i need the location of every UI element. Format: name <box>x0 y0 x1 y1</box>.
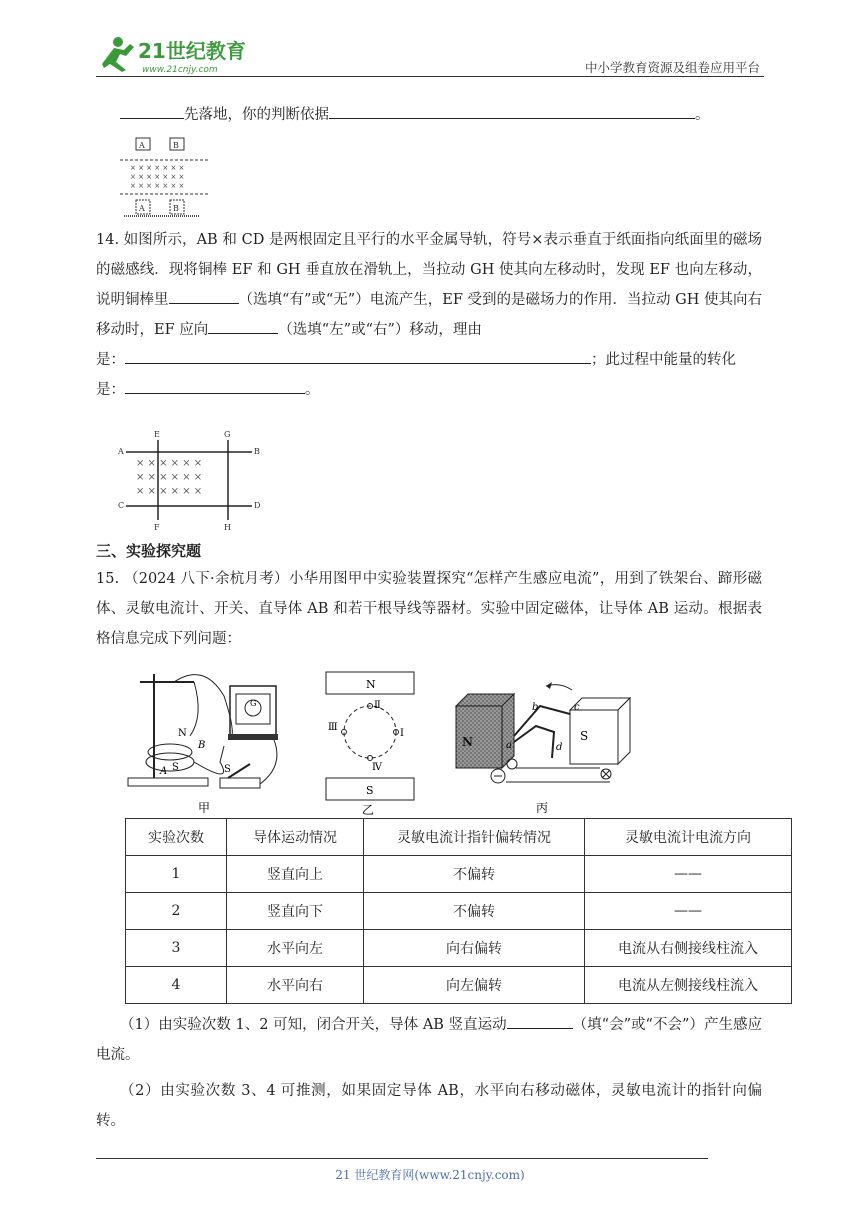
answer-blank[interactable] <box>169 289 239 304</box>
svg-text:N: N <box>366 678 376 691</box>
sub-question-2: （2）由实验次数 3、4 可推测，如果固定导体 AB，水平向右移动磁体，灵敏电流计的指针向偏转。 <box>96 1083 762 1129</box>
answer-blank[interactable] <box>125 349 591 364</box>
svg-text:× × × × × × ×: × × × × × × × <box>130 164 185 172</box>
answer-blank[interactable] <box>329 104 695 119</box>
answer-blank[interactable] <box>507 1014 573 1029</box>
svg-text:× × × × × ×: × × × × × × <box>136 486 203 497</box>
footer-divider <box>96 1158 708 1159</box>
svg-text:d: d <box>556 742 563 753</box>
q14-rail-figure <box>118 428 268 536</box>
svg-text:G: G <box>250 699 257 708</box>
svg-text:B: B <box>173 141 179 150</box>
answer-blank[interactable] <box>208 319 278 334</box>
svg-text:A: A <box>118 447 124 456</box>
svg-text:S: S <box>366 784 374 797</box>
site-logo <box>96 34 256 80</box>
svg-text:G: G <box>224 430 231 439</box>
svg-text:A: A <box>139 141 145 150</box>
q14-text-1: 14. 如图所示，AB 和 CD 是两根固定且平行的水平金属导轨，符号×表示垂直于纸面指向纸面里的磁场的磁感线．现将铜棒 EF 和 GH 垂直放在滑轨上，当拉动 GH 使其向左移动时，发现 EF 也向左移动，说明铜棒里 <box>96 232 762 308</box>
table-header-row <box>126 819 792 856</box>
svg-text:× × × × × ×: × × × × × × <box>136 458 203 469</box>
svg-text:甲: 甲 <box>198 801 211 815</box>
svg-text:b: b <box>532 702 539 713</box>
svg-text:a: a <box>506 740 512 751</box>
svg-text:N: N <box>178 728 187 739</box>
section-title: 三、实验探究题 <box>96 542 202 560</box>
q13-figure <box>120 134 212 222</box>
figure-bing <box>450 676 636 820</box>
footer-text[interactable]: 21 世纪教育网(www.21cnjy.com) <box>335 1168 525 1182</box>
table-header: 灵敏电流计指针偏转情况 <box>364 819 585 856</box>
answer-blank[interactable] <box>120 104 184 119</box>
q14-text-3: （选填“左”或“右”）移动，理由 <box>278 322 482 338</box>
svg-text:× × × × × × ×: × × × × × × × <box>130 182 185 190</box>
svg-text:× × × × × ×: × × × × × × <box>136 472 203 483</box>
svg-text:Ⅳ: Ⅳ <box>372 762 382 773</box>
experiment-table <box>125 818 792 1004</box>
svg-text:Ⅱ: Ⅱ <box>374 700 381 711</box>
svg-text:c: c <box>574 702 580 713</box>
table-row: 3 水平向左 向右偏转 电流从右侧接线柱流入 <box>126 930 792 967</box>
table-row: 4 水平向右 向左偏转 电流从左侧接线柱流入 <box>126 967 792 1004</box>
svg-text:B: B <box>173 204 179 213</box>
svg-text:乙: 乙 <box>362 803 375 816</box>
svg-text:A: A <box>139 204 145 213</box>
question-14: 14. 如图所示，AB 和 CD 是两根固定且平行的水平金属导轨，符号×表示垂直于纸面指向纸面里的磁场的磁感线．现将铜棒 EF 和 GH 垂直放在滑轨上，当拉动 GH 使其向左移动时，发现 EF 也向左移动，说明铜棒里 （选填“有”或“无”）电流产生，EF 受到的是磁场力的作用．当拉动 GH 使其向右移动时，EF 应向 （选填“左”或“右”）移动，理由 是： ；此过程中能量的转化 是： 。 <box>96 232 763 398</box>
svg-text:C: C <box>118 501 125 510</box>
svg-text:H: H <box>224 523 231 532</box>
platform-name: 中小学教育资源及组卷应用平台 <box>584 60 760 75</box>
sub-question-1: （1）由实验次数 1、2 可知，闭合开关，导体 AB 竖直运动 （填“会”或“不会”）产生感应电流。 <box>96 1010 762 1070</box>
logo-text: 21世纪教育 <box>138 39 246 63</box>
svg-text:D: D <box>254 501 261 510</box>
svg-text:S: S <box>580 729 589 743</box>
table-row: 1 竖直向上 不偏转 —— <box>126 856 792 893</box>
q14-text-2: （选填“有”或“无”）电流产生，EF 受到的是磁场力的作用．当拉动 GH 使其向右移动时，EF 应向 <box>96 292 763 338</box>
table-header: 实验次数 <box>126 819 227 856</box>
svg-text:N: N <box>462 735 473 749</box>
svg-text:× × × × × × ×: × × × × × × × <box>130 173 185 181</box>
table-row: 2 竖直向下 不偏转 —— <box>126 893 792 930</box>
svg-text:F: F <box>154 523 160 532</box>
svg-text:Ⅲ: Ⅲ <box>328 722 338 733</box>
question-15-intro: 15. （2024 八下·余杭月考）小华用图甲中实验装置探究“怎样产生感应电流”，用到了铁架台、蹄形磁体、灵敏电流计、开关、直导体 AB 和若干根导线等器材。实验中固定磁体，让导体 AB 运动。根据表格信息完成下列问题： <box>96 571 762 647</box>
figure-yi <box>322 670 422 820</box>
svg-text:A: A <box>160 766 168 777</box>
svg-text:S: S <box>224 764 231 775</box>
header-divider <box>96 76 764 77</box>
q13-answer-line: 先落地，你的判断依据 。 <box>96 100 762 130</box>
answer-blank[interactable] <box>125 379 305 394</box>
svg-text:B: B <box>254 447 260 456</box>
svg-text:Ⅰ: Ⅰ <box>400 728 404 739</box>
logo-url: www.21cnjy.com <box>142 65 218 75</box>
logo-runner-head <box>113 37 123 47</box>
svg-text:B: B <box>198 740 206 751</box>
figure-jia <box>124 666 294 820</box>
svg-text:丙: 丙 <box>536 801 549 815</box>
table-header: 灵敏电流计电流方向 <box>585 819 792 856</box>
svg-text:E: E <box>154 430 160 439</box>
svg-text:S: S <box>172 762 179 773</box>
table-header: 导体运动情况 <box>227 819 364 856</box>
